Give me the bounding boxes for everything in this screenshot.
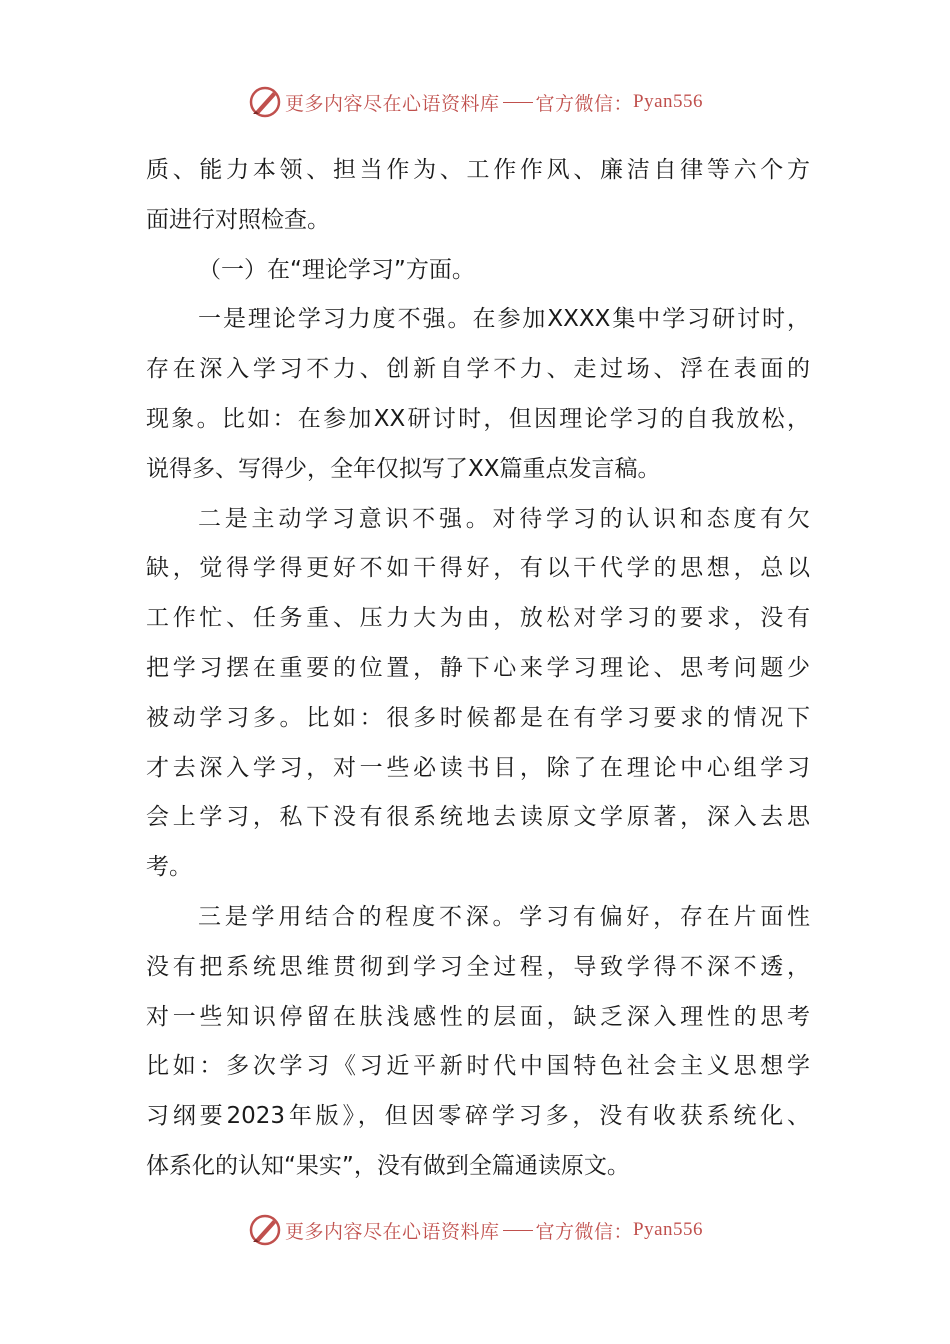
watermark-text: 更多内容尽在心语资料库 (284, 92, 500, 115)
watermark-wechat-label: 官方微信： (535, 92, 634, 115)
text-line: 三是学用结合的程度不深。学习有偏好，存在片面性 (198, 903, 810, 930)
watermark-dash (503, 102, 533, 103)
text-line: 存在深入学习不力、创新自学不力、走过场、浮在表面的 (146, 356, 810, 383)
text-line: 二是主动学习意识不强。对待学习的认识和态度有欠 (198, 505, 810, 532)
watermark-dash (503, 1230, 533, 1231)
text-line: 被动学习多。比如：很多时候都是在有学习要求的情况下 (146, 704, 810, 731)
text-line: 工作忙、任务重、压力大为由，放松对学习的要求，没有 (146, 605, 810, 632)
watermark-wechat-label: 官方微信： (535, 1220, 634, 1243)
pen-seal-logo-icon (247, 84, 283, 120)
watermark-banner-top (0, 82, 950, 122)
watermark-wechat-id: Pyan556 (633, 91, 704, 112)
document-body (146, 146, 810, 1192)
text-line: 说得多、写得少，全年仅拟写了XX篇重点发言稿。 (146, 455, 661, 482)
text-line: 质、能力本领、担当作为、工作作风、廉洁自律等六个方 (146, 157, 810, 183)
text-line: 没有把系统思维贯彻到学习全过程，导致学得不深不透， (146, 953, 810, 980)
text-line: 体系化的认知“果实”，没有做到全篇通读原文。 (146, 1152, 630, 1179)
section-heading: （一）在“理论学习”方面。 (198, 256, 475, 283)
watermark-wechat-id: Pyan556 (633, 1219, 704, 1240)
text-line: 面进行对照检查。 (146, 206, 330, 233)
text-line: 对一些知识停留在肤浅感性的层面，缺乏深入理性的思考 (146, 1003, 810, 1030)
text-line: 考。 (146, 854, 192, 881)
watermark-banner-bottom (0, 1210, 950, 1250)
text-line: 才去深入学习，对一些必读书目，除了在理论中心组学习 (146, 754, 810, 781)
pen-seal-logo-icon (247, 1212, 283, 1248)
text-line: 缺，觉得学得更好不如干得好，有以干代学的思想，总以 (146, 555, 810, 582)
watermark-text: 更多内容尽在心语资料库 (284, 1220, 500, 1243)
text-line: 习纲要2023年版》，但因零碎学习多，没有收获系统化、 (146, 1103, 810, 1130)
text-line: 比如：多次学习《习近平新时代中国特色社会主义思想学 (146, 1053, 810, 1080)
text-line: 一是理论学习力度不强。在参加XXXX集中学习研讨时， (198, 306, 810, 333)
text-line: 现象。比如：在参加XX研讨时，但因理论学习的自我放松， (146, 405, 810, 432)
text-line: 把学习摆在重要的位置，静下心来学习理论、思考问题少 (146, 654, 810, 681)
text-line: 会上学习，私下没有很系统地去读原文学原著，深入去思 (146, 804, 810, 831)
